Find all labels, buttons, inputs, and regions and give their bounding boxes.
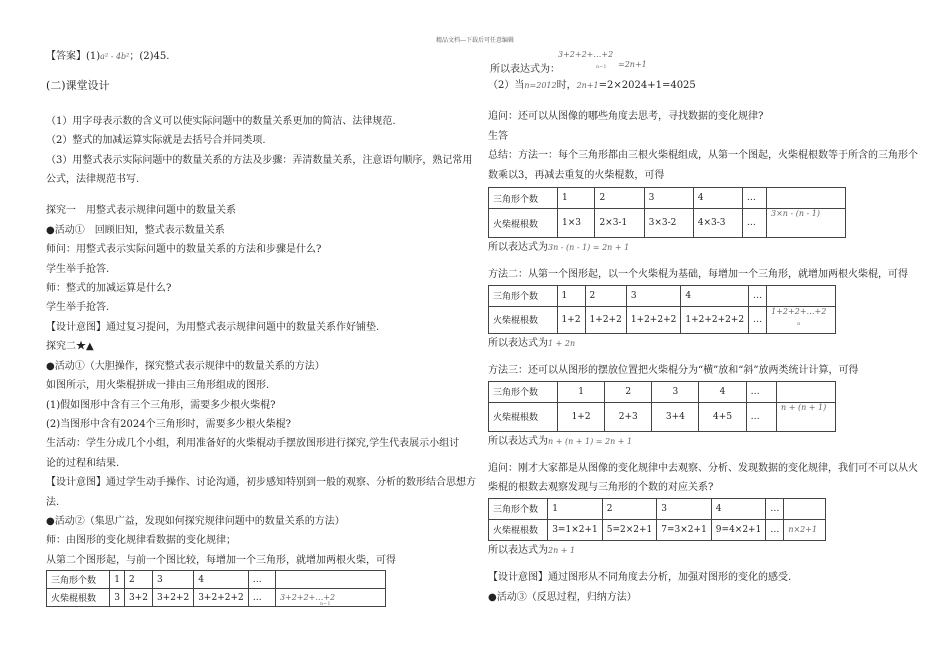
goal-3: （3）用整式表示实际问题中的数量关系的方法及步骤：弄清数量关系，注意语句顺序，熟记常用 <box>46 154 473 166</box>
table-cell: 2 <box>605 381 652 402</box>
table-row <box>489 188 846 209</box>
table-cell: 4+5 <box>699 402 746 431</box>
method3-table <box>488 381 836 432</box>
method2-table <box>488 285 836 334</box>
method2-text: 方法二：从第一个图形起，以一个火柴棍为基础，每增加一个三角形，就增加两根火柴棍，可得 <box>488 269 908 281</box>
student-answer-1: 学生举手抢答. <box>46 263 110 275</box>
expr-sub: n−1 <box>596 64 607 70</box>
expr-formula: 3n - (n - 1) = 2n + 1 <box>548 243 630 253</box>
table-cell: … <box>746 402 776 431</box>
table-cell: 3×n - (n - 1) <box>767 209 846 238</box>
answer-rest: ；(2)45. <box>129 51 170 62</box>
table-cell: 1 <box>110 571 125 589</box>
follow-up-question-2a: 追问：刚才大家都是从图像的变化规律中去观察、分析、发现数据的变化规律，我们可不可以从火 <box>488 463 918 475</box>
table-cell: 三角形个数 <box>489 381 558 402</box>
table-cell: 三角形个数 <box>489 285 558 306</box>
table-cell: … <box>766 498 784 519</box>
expr-result: =2n+1 <box>618 60 647 69</box>
table-cell: 2 <box>585 285 626 306</box>
goal-1: （1）用字母表示数的含义可以使实际问题中的数量关系更加的简洁、法律规范. <box>46 115 396 127</box>
answer-line <box>46 47 456 66</box>
table-cell: 9=4×2+1 <box>711 519 766 540</box>
table-cell: 4 <box>194 571 249 589</box>
table-row <box>47 589 386 607</box>
student-activity-2: 论的过程和结果. <box>46 457 120 469</box>
page-header: 精品文档---下载后可任意编辑 <box>435 37 515 44</box>
table-row <box>489 381 836 402</box>
table-cell: 2 <box>595 188 644 209</box>
teacher-question-2: 师：整式的加减运算是什么? <box>46 283 172 295</box>
part2-n: n=2012 <box>524 81 557 90</box>
table-cell <box>767 188 846 209</box>
table-cell: … <box>746 381 776 402</box>
method4-table <box>488 498 826 541</box>
table-cell: … <box>749 306 767 333</box>
part2-line <box>488 76 904 95</box>
table-cell <box>784 498 826 519</box>
goal-2: （2）整式的加减运算实际就是去括号合并同类项. <box>46 135 266 147</box>
expr-line <box>488 48 904 75</box>
table-cell: 火柴棍根数 <box>489 306 558 333</box>
design-intent-3: 【设计意图】通过图形从不同角度去分析，加强对图形的变化的感受. <box>488 572 792 584</box>
design-intent-2a: 【设计意图】通过学生动手操作、讨论沟通，初步感知特别到一般的观察、分析的数形结合思想方 <box>46 477 476 489</box>
table-row <box>489 402 836 431</box>
table-cell: 3+2+2+2 <box>194 589 249 607</box>
table-cell: n×2+1 <box>784 519 826 540</box>
student-answer-2: 学生举手抢答. <box>46 302 110 314</box>
table-cell: 1+2+2 <box>585 306 626 333</box>
sum-sub: n <box>797 320 801 327</box>
table-cell: … <box>742 209 766 238</box>
expr-formula: n + (n + 1) = 2n + 1 <box>548 436 633 446</box>
table-cell: 3=1×2+1 <box>548 519 603 540</box>
sum-expr: 1+2+2+…+2 <box>771 306 827 316</box>
table-cell: 三角形个数 <box>47 571 110 589</box>
section-title: (二)课堂设计 <box>46 79 110 93</box>
table-cell: 1+2 <box>557 306 585 333</box>
activity-3: ●活动②（集思广益，发现如何探究规律问题中的数量关系的方法） <box>46 515 345 527</box>
table-cell: 火柴棍根数 <box>489 402 558 431</box>
table-cell: 火柴棍根数 <box>489 209 558 238</box>
teacher-question-1: 师问：用整式表示实际问题中的数量关系的方法和步骤是什么? <box>46 244 322 256</box>
table-cell: 3 <box>110 589 125 607</box>
table-cell: 5=2×2+1 <box>602 519 657 540</box>
table-cell: 2 <box>602 498 657 519</box>
method3-text: 方法三：还可以从图形的摆放位置把火柴棍分为“横”放和“斜”放两类统计计算，可得 <box>488 365 859 377</box>
table-cell <box>275 571 385 589</box>
problem-2: (2)当图形中含有2024个三角形时，需要多少根火柴棍? <box>46 418 291 430</box>
method1-table <box>488 187 846 238</box>
table-cell: 4 <box>693 188 742 209</box>
table-cell: 火柴棍根数 <box>489 519 548 540</box>
goal-3-cont: 公式，法律规范书写. <box>46 174 140 186</box>
table-cell: … <box>749 285 767 306</box>
sum-expr: 3+2+2+…+2 <box>279 592 336 602</box>
table-cell: 3+2+2 <box>152 589 193 607</box>
table-cell: 1 <box>557 285 585 306</box>
table-cell: 1+2+2+2+2 <box>681 306 749 333</box>
method4-expr <box>488 541 904 560</box>
table-cell: 3+4 <box>652 402 699 431</box>
figure-description: 如图所示，用火柴棍拼成一排由三角形组成的图形. <box>46 380 270 392</box>
table-row <box>489 306 836 333</box>
table-cell: 3 <box>652 381 699 402</box>
follow-up-question-2b: 柴棍的根数去观察发现与三角形的个数的对应关系? <box>488 482 714 494</box>
table-row <box>489 209 846 238</box>
table-cell: 3 <box>152 571 193 589</box>
table-cell: … <box>766 519 784 540</box>
expr-top: 3+2+2+…+2 <box>558 50 614 59</box>
table-cell <box>275 589 385 607</box>
expr-formula: 1 + 2n <box>548 338 576 348</box>
right-column <box>488 48 918 607</box>
table-cell: … <box>248 571 275 589</box>
match-table-left <box>46 570 386 607</box>
answer-label: 【答案】(1) <box>46 51 101 62</box>
expr-label: 所以表达式为： <box>490 64 560 75</box>
table-cell: 3×3-2 <box>644 209 693 238</box>
table-cell: 1 <box>548 498 603 519</box>
activity-2: ●活动①（大胆操作，探究整式表示规律中的数量关系的方法） <box>46 360 325 372</box>
table-cell: 1 <box>558 188 595 209</box>
table-cell: 1 <box>558 381 605 402</box>
table-cell: 4×3-3 <box>693 209 742 238</box>
table-cell: 2+3 <box>605 402 652 431</box>
explore-1: 探究一 用整式表示规律问题中的数量关系 <box>46 205 236 217</box>
answer-expr: a² - 4b² <box>100 52 130 61</box>
table-cell: 三角形个数 <box>489 188 558 209</box>
table-cell: 3 <box>644 188 693 209</box>
table-cell <box>767 285 836 306</box>
expr-pre: 所以表达式为 <box>488 544 548 556</box>
expr-pre: 所以表达式为 <box>488 337 548 349</box>
table-cell: n + (n + 1) <box>777 402 836 431</box>
table-cell: … <box>248 589 275 607</box>
design-intent-2b: 法. <box>46 496 60 508</box>
part2-formula: 2n+1 <box>576 81 599 90</box>
table-row <box>489 519 826 540</box>
table-cell: 4 <box>681 285 749 306</box>
problem-1: (1)假如图形中含有三个三角形，需要多少根火柴棍? <box>46 399 276 411</box>
table-cell: 3 <box>657 498 712 519</box>
table-cell <box>777 381 836 402</box>
follow-up-question-1: 追问：还可以从图像的哪些角度去思考，寻找数据的变化规律? <box>488 111 764 123</box>
table-cell: 三角形个数 <box>489 498 548 519</box>
left-column <box>46 48 476 608</box>
student-activity-1: 生活动：学生分成几个小组，利用准备好的火柴棍动手摆放图形进行探究,学生代表展示小组讨 <box>46 438 460 450</box>
table-cell: 1+2+2+2 <box>626 306 681 333</box>
table-cell: 7=3×2+1 <box>657 519 712 540</box>
table-row <box>489 285 836 306</box>
summary-2: 数乘以3，再减去重复的火柴棍数，可得 <box>488 169 665 181</box>
explore-2: 探究二★▲ <box>46 341 94 353</box>
part2-pre: （2）当 <box>488 80 525 91</box>
table-cell: 3+2 <box>124 589 152 607</box>
table-cell: 2×3-1 <box>595 209 644 238</box>
activity-4: ●活动③（反思过程，归纳方法） <box>488 591 637 603</box>
table-cell <box>767 306 836 333</box>
sum-sub: n−1 <box>319 601 331 608</box>
table-cell: 1×3 <box>558 209 595 238</box>
expr-formula: 2n + 1 <box>548 545 576 555</box>
design-intent-1: 【设计意图】通过复习提问，为用整式表示规律问题中的数量关系作好铺垫. <box>46 321 380 333</box>
table-row <box>47 571 386 589</box>
method2-expr <box>488 334 904 353</box>
table-cell: 火柴棍根数 <box>47 589 110 607</box>
from-second-figure: 从第二个图形起，与前一个图比较，每增加一个三角形，就增加两根火柴，可得 <box>46 554 396 566</box>
teacher-statement: 师：由图形的变化规律看数据的变化规律； <box>46 535 236 547</box>
activity-1: ●活动① 回顾旧知，整式表示数量关系 <box>46 224 225 236</box>
table-row <box>489 498 826 519</box>
method1-expr <box>488 238 904 257</box>
table-cell: 1+2 <box>558 402 605 431</box>
expr-pre: 所以表达式为 <box>488 242 548 254</box>
table-cell: 3 <box>626 285 681 306</box>
part2-mid: 时， <box>556 80 577 91</box>
table-cell: 2 <box>124 571 152 589</box>
table-cell: 4 <box>711 498 766 519</box>
table-cell: … <box>742 188 766 209</box>
student-answer: 生答 <box>488 130 508 142</box>
expr-pre: 所以表达式为 <box>488 435 548 447</box>
summary-1: 总结：方法一：每个三角形都由三根火柴棍组成，从第一个图起，火柴棍根数等于所含的三角形个 <box>488 150 918 162</box>
table-cell: 4 <box>699 381 746 402</box>
method3-expr <box>488 432 904 451</box>
part2-post: =2×2024+1=4025 <box>598 80 696 91</box>
